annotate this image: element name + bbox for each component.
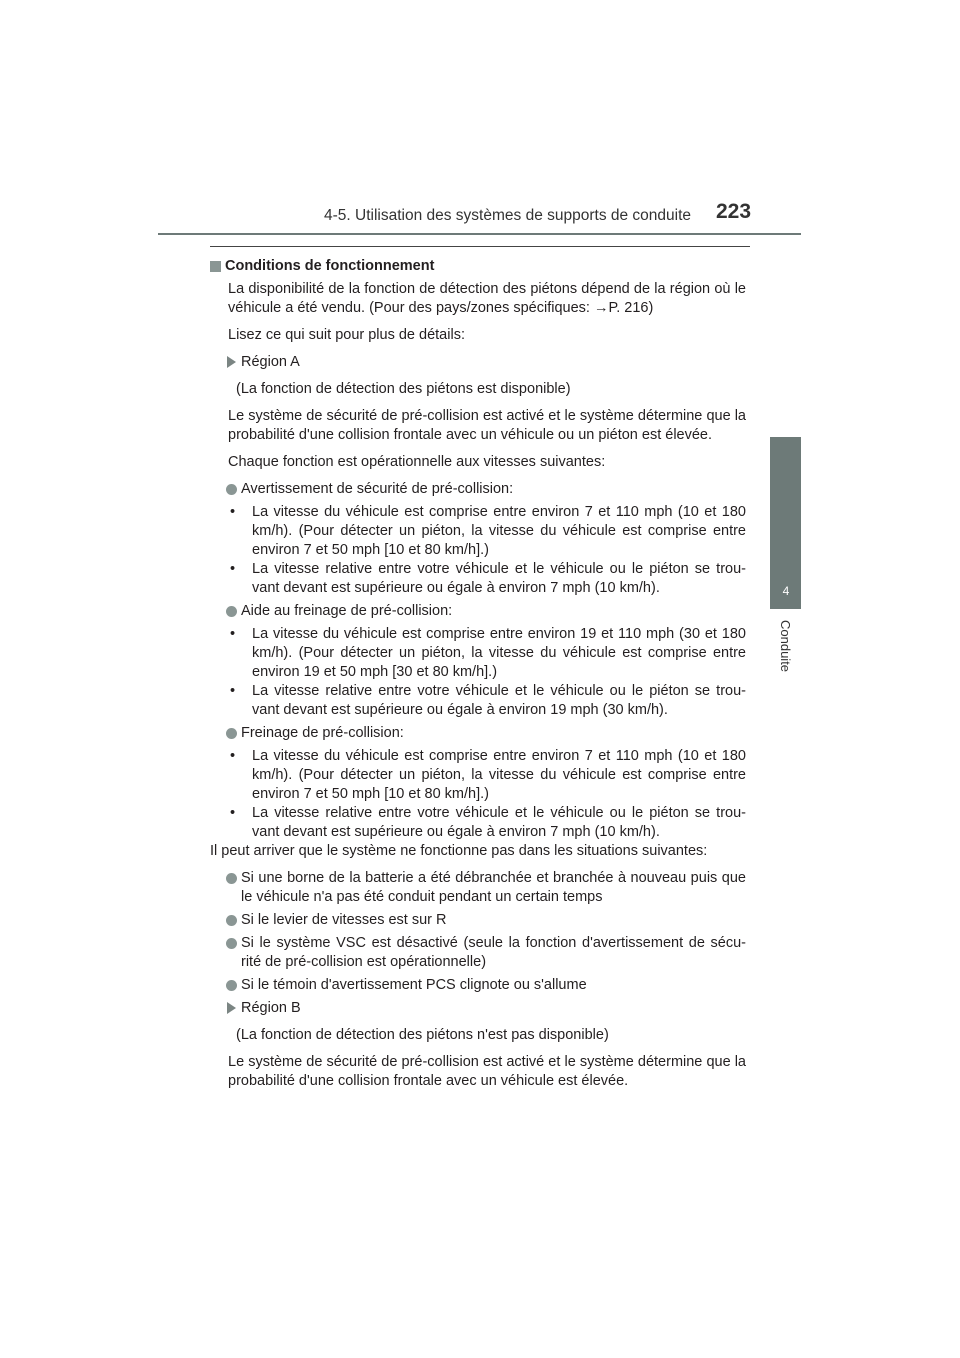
section-details: Lisez ce qui suit pour plus de détails: [228, 327, 465, 343]
triangle-right-icon [227, 1002, 236, 1014]
page-number: 223 [716, 200, 752, 223]
round-bullet-icon [226, 938, 237, 949]
not-working-intro: Il peut arriver que le système ne fonctionne pas dans les situations suivantes: [210, 843, 708, 859]
function-item: • La vitesse relative entre votre véhicule et le véhicule ou le piéton se trou-vant devant est supérieure ou égale à environ 7 mph (10 km/h). [230, 561, 746, 596]
region-a-description: Le système de sécurité de pré-collision est activé et le système détermine que la probabilité d'une collision frontale avec un véhicule ou un piéton est élevée. [228, 408, 746, 443]
region-b-title: Région B [210, 999, 746, 1018]
section-rule [210, 246, 750, 247]
function-item: • La vitesse relative entre votre véhicule et le véhicule ou le piéton se trou-vant devant est supérieure ou égale à environ 19 mph (30 km/h). [230, 683, 746, 718]
region-a-title: Région A [210, 353, 746, 372]
condition-item: Si le témoin d'avertissement PCS clignote ou s'allume [210, 976, 746, 995]
chapter-title: 4-5. Utilisation des systèmes de supports de conduite [324, 207, 692, 224]
round-bullet-icon [226, 873, 237, 884]
round-bullet-icon [226, 728, 237, 739]
region-b-description: Le système de sécurité de pré-collision est activé et le système détermine que la probabilité d'une collision frontale avec un véhicule est élevée. [228, 1054, 746, 1089]
round-bullet-icon [226, 606, 237, 617]
section-heading: Conditions de fonctionnement [210, 257, 746, 276]
chapter-tab-label: Conduite [778, 620, 793, 673]
function-title: Aide au freinage de pré-collision: [210, 602, 746, 621]
function-title: Freinage de pré-collision: [210, 724, 746, 743]
condition-item: Si le levier de vitesses est sur R [210, 911, 746, 930]
round-bullet-icon [226, 484, 237, 495]
section-intro: La disponibilité de la fonction de détection des piétons dépend de la région où le véhicule a été vendu. (Pour des pays/zones spécifiques: →P. 216) [228, 281, 746, 316]
function-item: • La vitesse du véhicule est comprise entre environ 7 et 110 mph (10 et 180 km/h). (Pour détecter un piéton, la vitesse du véhicule est comprise entre environ 7 et 50 mph [10 et 80 km/h].) [230, 504, 746, 558]
triangle-right-icon [227, 356, 236, 368]
region-b-note: (La fonction de détection des piétons n'est pas disponible) [236, 1027, 609, 1043]
function-title: Avertissement de sécurité de pré-collision: [210, 480, 746, 499]
chapter-tab-number: 4 [782, 584, 790, 598]
region-a-note: (La fonction de détection des piétons est disponible) [236, 381, 571, 397]
function-item: • La vitesse du véhicule est comprise entre environ 7 et 110 mph (10 et 180 km/h). (Pour détecter un piéton, la vitesse du véhicule est comprise entre environ 7 et 50 mph [10 et 80 km/h].) [230, 748, 746, 802]
condition-item: Si le système VSC est désactivé (seule la fonction d'avertissement de sécu-rité de pré-collision est opérationnelle) [210, 934, 746, 972]
page-content [210, 257, 746, 1091]
condition-item: Si une borne de la batterie a été débranchée et branchée à nouveau puis que le véhicule n'a pas été conduit pendant un certain temps [210, 869, 746, 907]
function-item: • La vitesse relative entre votre véhicule et le véhicule ou le piéton se trou-vant devant est supérieure ou égale à environ 7 mph (10 km/h). [230, 805, 746, 840]
round-bullet-icon [226, 980, 237, 991]
speeds-intro: Chaque fonction est opérationnelle aux vitesses suivantes: [228, 454, 606, 470]
header-rule [158, 233, 801, 235]
function-item: • La vitesse du véhicule est comprise entre environ 19 et 110 mph (30 et 180 km/h). (Pour détecter un piéton, la vitesse du véhicule est comprise entre environ 19 et 50 mph [30 et 80 km/h].) [230, 626, 746, 680]
round-bullet-icon [226, 915, 237, 926]
